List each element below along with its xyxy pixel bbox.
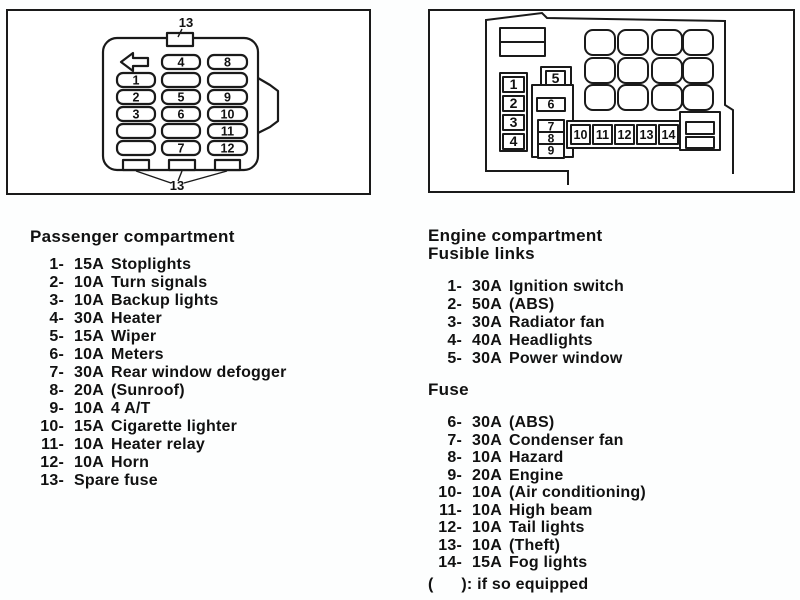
fuse-item-name: (Air conditioning) [508, 484, 646, 501]
fuse-item-number: 8- [447, 449, 462, 466]
fuse-cell-blank [162, 73, 200, 87]
fuse-item-number: 1- [447, 278, 462, 295]
fuse-item-number: 13- [40, 472, 64, 489]
fuse-item-name: 4 A/T [110, 400, 151, 417]
fuse-item-rating: 30A [472, 350, 502, 367]
fuse-list-item [430, 554, 646, 572]
fuse-item-rating: 50A [472, 296, 502, 313]
relay-bar [686, 122, 714, 134]
fuse-item-name: Engine [508, 466, 564, 484]
note-line: ( ): if so equipped [428, 576, 589, 593]
fuse-list-item [430, 432, 646, 450]
engine-section-title [428, 227, 602, 263]
svg-text:6: 6 [547, 97, 555, 112]
svg-text:8: 8 [224, 55, 231, 70]
fuse-cell-blank [208, 73, 247, 87]
fuse-item-rating: 10A [74, 274, 104, 291]
fuse-item-number: 3- [447, 314, 462, 331]
svg-text:4: 4 [177, 55, 185, 70]
fuse-item-number: 1- [49, 256, 64, 273]
fuse-list-item [32, 400, 287, 418]
fuse-item-rating: 10A [74, 346, 104, 363]
fuse-cell-blank [162, 124, 200, 138]
fuse-item-name: Tail lights [508, 519, 585, 536]
spare-fuse-slot-bottom [215, 160, 240, 170]
fuse-item-number: 6- [49, 346, 64, 363]
svg-text:2: 2 [132, 90, 140, 105]
fuse-item-rating: 30A [74, 310, 104, 327]
svg-text:3: 3 [132, 107, 140, 122]
svg-text:1: 1 [509, 76, 518, 92]
fuse-item-number: 12- [40, 454, 64, 471]
fuse-item-rating: 10A [74, 292, 104, 309]
fuse-list-item [32, 472, 287, 490]
fuse-item-name: Ignition switch [508, 278, 624, 295]
fuse-item-rating: 10A [74, 454, 104, 471]
fuse-item-rating: 30A [472, 314, 502, 331]
spare-label-top: 13 [178, 15, 194, 30]
fuse-item-name: Heater [110, 310, 162, 327]
fuse-item-rating: 40A [472, 332, 502, 349]
fuse-item-number: 11- [439, 501, 462, 519]
fuse-item-name: Power window [508, 350, 623, 367]
fuse-item-rating: 10A [472, 484, 502, 501]
fusible-link-item [430, 314, 624, 332]
svg-text:11: 11 [595, 128, 610, 142]
svg-text:8: 8 [547, 131, 555, 146]
svg-text:6: 6 [177, 107, 185, 122]
fuse-item-number: 13- [438, 536, 462, 554]
fuse-item-rating: 30A [472, 414, 502, 431]
svg-text:5: 5 [177, 90, 185, 105]
fuse-item-number: 14- [438, 554, 462, 571]
spare-fuse-slot-top [167, 33, 193, 46]
fuse-item-rating: 10A [74, 436, 104, 453]
fuse-item-rating: 20A [74, 382, 104, 399]
fuse-item-rating: 30A [74, 364, 104, 381]
fuse-list-item [430, 484, 646, 502]
fuse-list-item [32, 274, 287, 292]
fusible-link-item [430, 278, 624, 296]
svg-text:12: 12 [220, 141, 235, 156]
fuse-list-item [32, 256, 287, 274]
fuse-item-name: Hazard [508, 449, 564, 466]
fuse-item-number: 10- [40, 418, 64, 435]
fuse-item-number: 6- [447, 414, 462, 431]
svg-text:5: 5 [551, 70, 560, 86]
fuse-item-number: 10- [438, 484, 462, 501]
engine-fuse-subtitle: Fuse [428, 380, 469, 399]
svg-text:2: 2 [509, 95, 518, 111]
fuse-cell-blank [117, 124, 155, 138]
fuse-item-rating: 10A [472, 536, 502, 554]
fuse-item-number: 4- [447, 332, 462, 349]
svg-text:10: 10 [220, 107, 235, 122]
fuse-item-rating: 10A [472, 449, 502, 466]
fuse-item-number: 7- [447, 431, 462, 449]
fuse-item-name: Rear window defogger [110, 364, 287, 381]
svg-text:9: 9 [224, 90, 231, 105]
fuse-item-number: 2- [49, 274, 64, 291]
fuse-item-number: 11- [41, 436, 64, 453]
fuse-item-name: Spare fuse [74, 472, 158, 489]
fusible-link-item [430, 350, 624, 368]
fuse-item-rating: 30A [472, 431, 502, 449]
passenger-section-title: Passenger compartment [30, 227, 235, 246]
engine-fusebox-panel [428, 9, 795, 193]
fuse-item-name: (ABS) [508, 414, 555, 431]
passenger-fusebox-panel [6, 9, 371, 195]
engine-fuse-list [430, 414, 646, 572]
engine-title-line1: Engine compartment [428, 226, 603, 245]
fuse-item-name: Turn signals [110, 274, 208, 291]
spare-fuse-slot-bottom [123, 160, 149, 170]
fuse-list-item [430, 537, 646, 555]
fuse-item-name: Horn [110, 454, 150, 471]
fusible-link-item [430, 296, 624, 314]
fuse-cell-blank [117, 141, 155, 155]
spare-label-bottom: 13 [169, 178, 185, 193]
fuse-item-name: High beam [508, 501, 593, 519]
fuse-item-rating: 10A [472, 519, 502, 536]
fuse-item-name: Wiper [110, 328, 157, 345]
fuse-list-item [430, 449, 646, 467]
connector-side-tab [258, 78, 278, 133]
fuse-item-name: Headlights [508, 332, 593, 349]
fuse-item-rating: 30A [472, 278, 502, 295]
svg-text:7: 7 [177, 141, 185, 156]
fuse-list-item [32, 310, 287, 328]
fuse-list-item [430, 414, 646, 432]
fuse-item-rating: 15A [74, 418, 104, 435]
svg-text:1: 1 [132, 73, 140, 88]
passenger-fusebox-diagram [8, 11, 369, 193]
fuse-list-item [32, 436, 287, 454]
fuse-item-name: Condenser fan [508, 431, 624, 449]
relay-grid [585, 30, 713, 110]
fuse-list-item [32, 454, 287, 472]
fuse-item-number: 7- [49, 364, 64, 381]
fuse-item-name: (ABS) [508, 296, 555, 313]
fuse-item-rating: 15A [472, 554, 502, 571]
fuse-list-item [32, 346, 287, 364]
svg-text:11: 11 [220, 124, 235, 139]
svg-text:3: 3 [509, 114, 518, 130]
engine-title-line2: Fusible links [428, 244, 535, 263]
fuse-item-rating: 10A [472, 501, 502, 519]
passenger-fuse-list [32, 256, 287, 490]
fuse-list-item [32, 292, 287, 310]
fuse-list-item [32, 328, 287, 346]
fuse-item-rating: 10A [74, 400, 104, 417]
fuse-item-number: 9- [447, 466, 462, 484]
svg-text:12: 12 [617, 128, 632, 142]
fuse-item-name: Backup lights [110, 292, 219, 309]
fuse-item-number: 5- [447, 350, 462, 367]
fuse-item-rating: 15A [74, 328, 104, 345]
fuse-item-rating: 15A [74, 256, 104, 273]
spare-fuse-slot-bottom [169, 160, 195, 170]
fuse-item-rating: 20A [472, 466, 502, 484]
engine-note [428, 575, 588, 594]
fuse-list-item [430, 519, 646, 537]
svg-text:9: 9 [547, 143, 555, 158]
fuse-list-item [430, 502, 646, 520]
svg-text:10: 10 [573, 128, 588, 142]
fuse-item-name: (Theft) [508, 536, 561, 554]
fuse-item-name: Heater relay [110, 436, 205, 453]
fuse-item-number: 5- [49, 328, 64, 345]
svg-text:13: 13 [639, 128, 654, 142]
svg-text:14: 14 [661, 128, 676, 142]
fuse-item-name: Meters [110, 346, 164, 363]
fuse-item-name: (Sunroof) [110, 382, 185, 399]
fuse-list-item [32, 382, 287, 400]
fuse-item-number: 8- [49, 382, 64, 399]
svg-text:7: 7 [547, 119, 555, 134]
fuse-item-number: 4- [49, 310, 64, 327]
fuse-item-number: 2- [447, 296, 462, 313]
fusible-link-item [430, 332, 624, 350]
fuse-item-number: 3- [49, 292, 64, 309]
fuse-list-item [430, 467, 646, 485]
fuse-item-name: Cigarette lighter [110, 418, 238, 435]
fuse-item-name: Stoplights [110, 256, 192, 273]
fuse-item-number: 9- [49, 400, 64, 417]
fusible-links-list [430, 278, 624, 368]
svg-text:4: 4 [509, 133, 518, 149]
engine-fusebox-diagram [430, 11, 793, 191]
fuse-item-number: 12- [438, 519, 462, 536]
fuse-item-name: Fog lights [508, 554, 588, 571]
relay-bar [686, 137, 714, 148]
fuse-item-name: Radiator fan [508, 314, 605, 331]
fuse-list-item [32, 364, 287, 382]
fuse-list-item [32, 418, 287, 436]
